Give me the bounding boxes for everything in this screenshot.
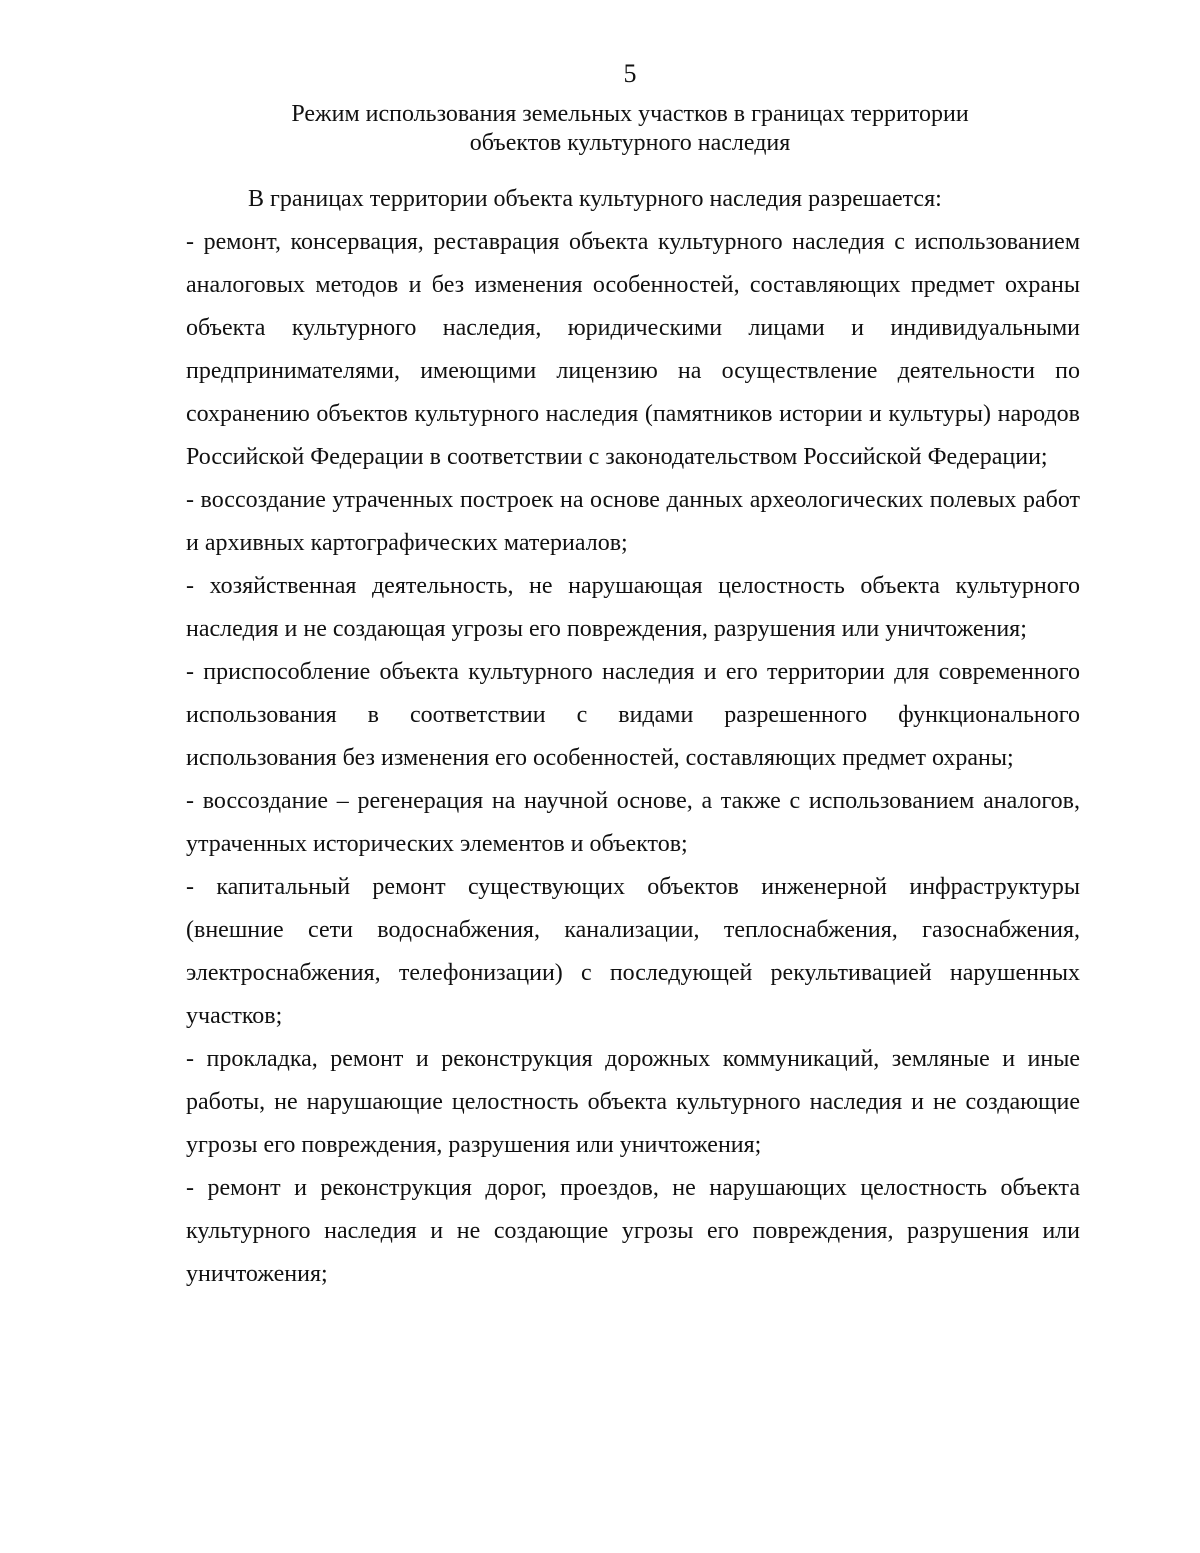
list-item: - ремонт, консервация, реставрация объекта культурного наследия с использованием аналоговых методов и без изменения особенностей, составляющих предмет охраны объекта культурного наследия, юридическими лицами и индивидуальными предпринимателями, имеющими лицензию на осуществление деятельности по сохранению объектов культурного наследия (памятников истории и культуры) народов Российской Федерации в соответствии с законодательством Российской Федерации; bbox=[186, 229, 1080, 470]
list-item: - капитальный ремонт существующих объектов инженерной инфраструктуры (внешние сети водоснабжения, канализации, теплоснабжения, газоснабжения, электроснабжения, телефонизации) с последующей рекультивацией нарушенных участков; bbox=[186, 874, 1080, 1029]
section-heading bbox=[180, 100, 1080, 158]
heading-line-1: Режим использования земельных участков в границах территории bbox=[291, 101, 969, 127]
list-item: - воссоздание утраченных построек на основе данных археологических полевых работ и архивных картографических материалов; bbox=[186, 487, 1080, 556]
intro-paragraph: В границах территории объекта культурного наследия разрешается: bbox=[248, 186, 942, 212]
page-number: 5 bbox=[623, 59, 637, 88]
list-item: - ремонт и реконструкция дорог, проездов, не нарушающих целостность объекта культурного наследия и не создающие угрозы его повреждения, разрушения или уничтожения; bbox=[186, 1175, 1080, 1287]
document-body bbox=[186, 178, 1080, 1296]
list-item: - прокладка, ремонт и реконструкция дорожных коммуникаций, земляные и иные работы, не нарушающие целостность объекта культурного наследия и не создающие угрозы его повреждения, разрушения или уничтожения; bbox=[186, 1046, 1080, 1158]
list-item: - воссоздание – регенерация на научной основе, а также с использованием аналогов, утраченных исторических элементов и объектов; bbox=[186, 788, 1080, 857]
list-item: - хозяйственная деятельность, не нарушающая целостность объекта культурного наследия и не создающая угрозы его повреждения, разрушения или уничтожения; bbox=[186, 573, 1080, 642]
heading-line-2: объектов культурного наследия bbox=[469, 130, 791, 156]
list-item: - приспособление объекта культурного наследия и его территории для современного использования в соответствии с видами разрешенного функционального использования без изменения его особенностей, составляющих предмет охраны; bbox=[186, 659, 1080, 771]
